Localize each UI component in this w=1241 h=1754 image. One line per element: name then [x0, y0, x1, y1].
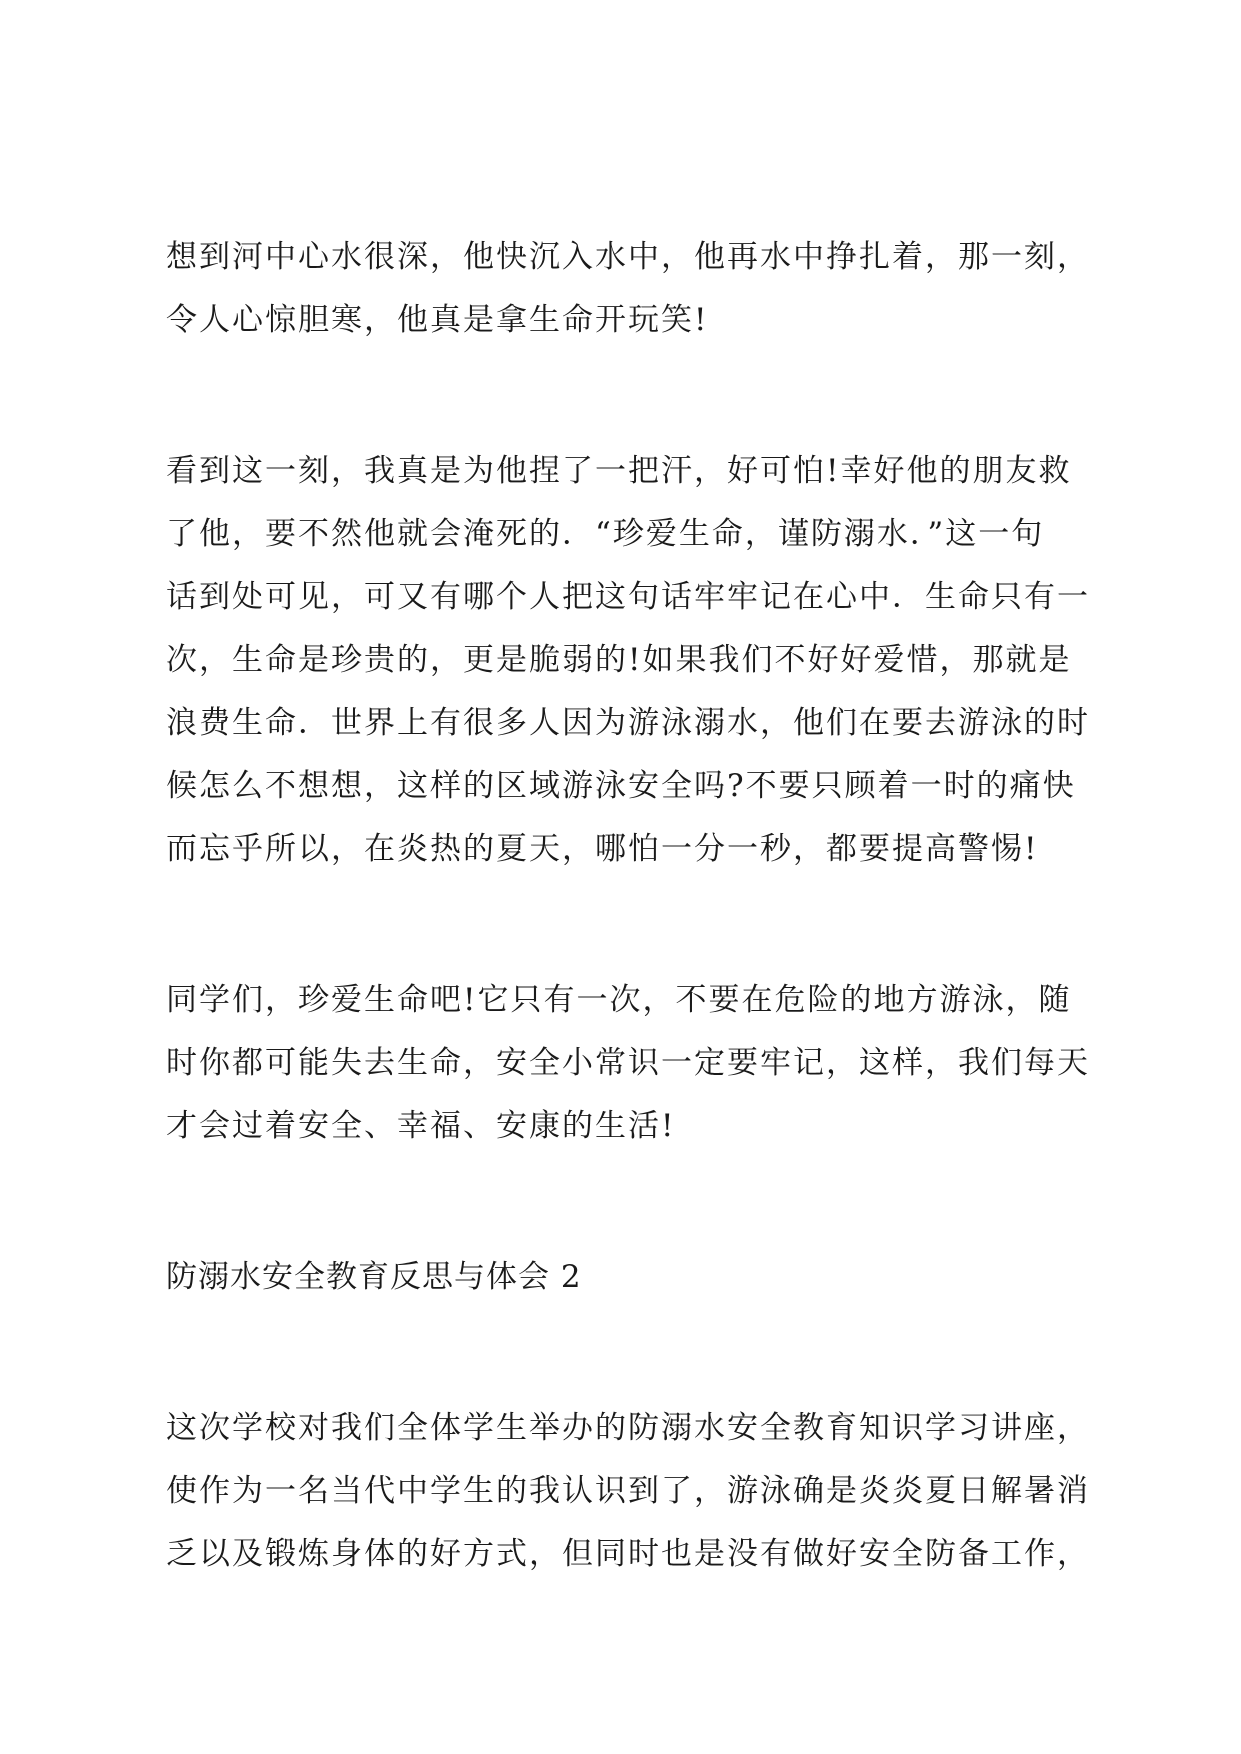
paragraph-spacer: [166, 352, 1096, 440]
paragraph-2: [166, 440, 1096, 881]
text-line: 同学们，珍爱生命吧!它只有一次，不要在危险的地方游泳，随: [166, 982, 1072, 1018]
text-line: 而忘乎所以，在炎热的夏天，哪怕一分一秒，都要提高警惕!: [166, 831, 1039, 867]
paragraph-4: [166, 1397, 1096, 1586]
paragraph-3: [166, 969, 1096, 1158]
text-line: 令人心惊胆寒，他真是拿生命开玩笑!: [166, 302, 709, 338]
paragraph-spacer: [166, 1158, 1096, 1246]
text-line: 乏以及锻炼身体的好方式，但同时也是没有做好安全防备工作，: [166, 1536, 1090, 1572]
paragraph-spacer: [166, 881, 1096, 969]
text-line: 候怎么不想想，这样的区域游泳安全吗?不要只顾着一时的痛快: [166, 768, 1076, 804]
document-body: [166, 226, 1096, 1586]
text-line: 看到这一刻，我真是为他捏了一把汗，好可怕!幸好他的朋友救: [166, 453, 1072, 489]
paragraph-spacer: [166, 1309, 1096, 1397]
text-line: 时你都可能失去生命，安全小常识一定要牢记，这样，我们每天: [166, 1045, 1090, 1081]
text-line: 想到河中心水很深，他快沉入水中，他再水中挣扎着，那一刻，: [166, 239, 1090, 275]
section-heading: 防溺水安全教育反思与体会 2: [166, 1259, 582, 1295]
paragraph-1: [166, 226, 1096, 352]
text-line: 才会过着安全、幸福、安康的生活!: [166, 1108, 676, 1144]
text-line: 了他，要不然他就会淹死的．“珍爱生命，谨防溺水．”这一句: [166, 516, 1045, 552]
text-line: 浪费生命．世界上有很多人因为游泳溺水，他们在要去游泳的时: [166, 705, 1090, 741]
text-line: 使作为一名当代中学生的我认识到了，游泳确是炎炎夏日解暑消: [166, 1473, 1090, 1509]
text-line: 话到处可见，可又有哪个人把这句话牢牢记在心中．生命只有一: [166, 579, 1090, 615]
text-line: 次，生命是珍贵的，更是脆弱的!如果我们不好好爱惜，那就是: [166, 642, 1072, 678]
text-line: 这次学校对我们全体学生举办的防溺水安全教育知识学习讲座，: [166, 1410, 1090, 1446]
